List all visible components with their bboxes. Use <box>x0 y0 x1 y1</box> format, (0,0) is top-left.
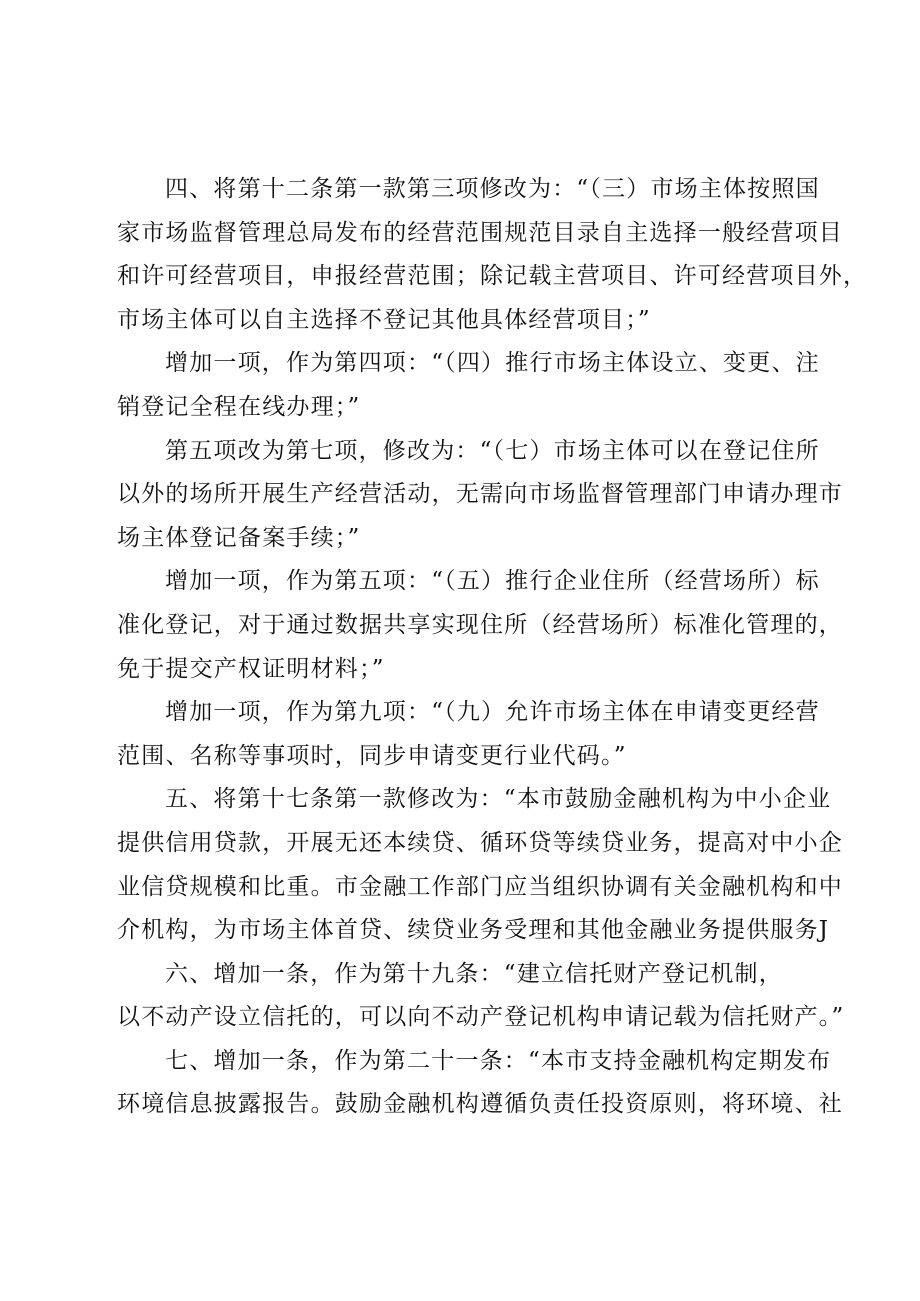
paragraph-5 <box>117 778 843 952</box>
text-line: 准化登记，对于通过数据共享实现住所（经营场所）标准化管理的， <box>117 611 843 638</box>
text-line: 第五项改为第七项，修改为：“（七）市场主体可以在登记住所 <box>165 437 820 464</box>
text-line: 五、将第十七条第一款修改为：“本市鼓励金融机构为中小企业 <box>165 786 832 813</box>
text-line: 家市场监督管理总局发布的经营范围规范目录自主选择一般经营项目 <box>117 219 843 246</box>
text-line: 范围、名称等事项时，同步申请变更行业代码。” <box>117 742 627 769</box>
text-line: 场主体登记备案手续；” <box>117 524 361 551</box>
paragraph-7 <box>117 1040 843 1127</box>
text-line: 和许可经营项目，申报经营范围；除记载主营项目、许可经营项目外， <box>117 263 868 290</box>
text-line: 以外的场所开展生产经营活动，无需向市场监督管理部门申请办理市 <box>117 481 843 508</box>
text-line: 环境信息披露报告。鼓励金融机构遵循负责任投资原则，将环境、社 <box>117 1091 843 1118</box>
paragraph-add-item-5 <box>117 560 843 691</box>
paragraph-6 <box>117 953 845 1040</box>
text-line: 增加一项，作为第四项：“（四）推行市场主体设立、变更、注 <box>165 350 820 377</box>
text-line: 市场主体可以自主选择不登记其他具体经营项目；” <box>117 306 651 333</box>
text-line: 七、增加一条，作为第二十一条：“本市支持金融机构定期发布 <box>165 1047 832 1074</box>
document-body <box>117 168 868 1127</box>
paragraph-add-item-4 <box>117 342 820 429</box>
text-line: 介机构，为市场主体首贷、续贷业务受理和其他金融业务提供服务J <box>117 917 830 944</box>
text-line: 业信贷规模和比重。市金融工作部门应当组织协调有关金融机构和中 <box>117 873 843 900</box>
text-line: 提供信用贷款，开展无还本续贷、循环贷等续贷业务，提高对中小企 <box>117 829 843 856</box>
text-line: 增加一项，作为第五项：“（五）推行企业住所（经营场所）标 <box>165 568 820 595</box>
text-line: 六、增加一条，作为第十九条：“建立信托财产登记机制， <box>165 960 783 987</box>
text-line: 免于提交产权证明材料；” <box>117 655 385 682</box>
paragraph-add-item-9 <box>117 691 820 778</box>
text-line: 增加一项，作为第九项：“（九）允许市场主体在申请变更经营 <box>165 699 820 726</box>
text-line: 以不动产设立信托的，可以向不动产登记机构申请记载为信托财产。” <box>117 1004 845 1031</box>
paragraph-4 <box>117 168 868 342</box>
text-line: 四、将第十二条第一款第三项修改为：“（三）市场主体按照国 <box>165 176 820 202</box>
text-line: 销登记全程在线办理；” <box>117 393 361 420</box>
paragraph-item-7 <box>117 430 843 561</box>
